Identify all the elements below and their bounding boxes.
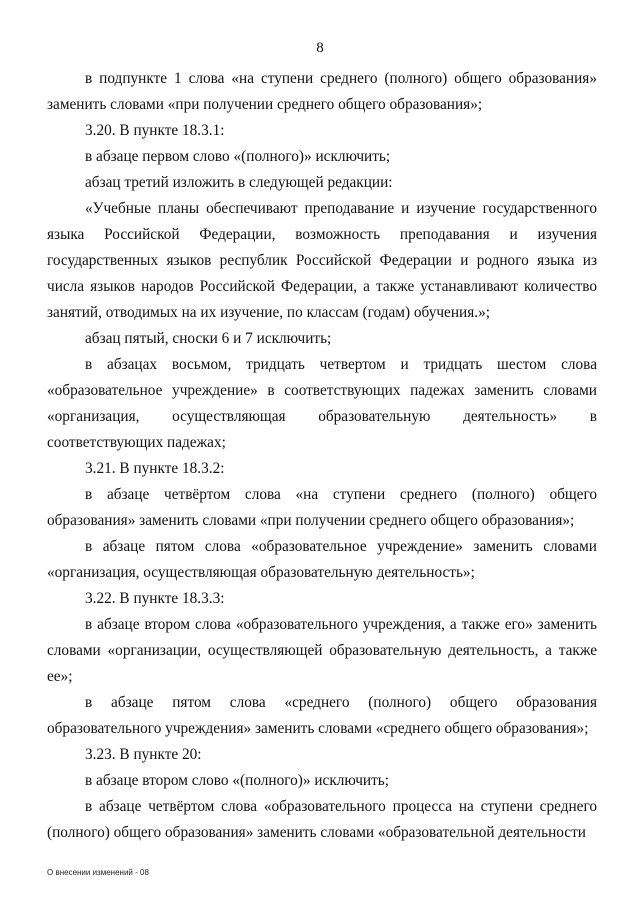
page-number: 8 — [316, 40, 324, 56]
footer-document-id: О внесении изменений - 08 — [47, 868, 149, 877]
paragraph-8: 3.21. В пункте 18.3.2: — [85, 460, 225, 477]
paragraph-6: абзац пятый, сноски 6 и 7 исключить; — [85, 330, 332, 347]
paragraph-10: в абзаце пятом слова «образовательное учреждение» заменить словами «организация, осуществляющая образовательную деятельность»; — [47, 538, 597, 581]
paragraph-15: в абзаце втором слово «(полного)» исключить; — [85, 772, 390, 789]
document-body — [47, 66, 597, 846]
paragraph-9: в абзаце четвёртом слова «на ступени среднего (полного) общего образования» заменить словами «при получении среднего общего образования»; — [47, 486, 597, 529]
paragraph-13: в абзаце пятом слова «среднего (полного) общего образования образовательного учреждения» заменить словами «среднего общего образования»; — [47, 694, 597, 737]
paragraph-11: 3.22. В пункте 18.3.3: — [85, 590, 225, 607]
paragraph-14: 3.23. В пункте 20: — [85, 746, 202, 763]
paragraph-2: 3.20. В пункте 18.3.1: — [85, 122, 225, 139]
paragraph-1: в подпункте 1 слова «на ступени среднего (полного) общего образования» заменить словами «при получении среднего общего образования»; — [47, 70, 597, 113]
paragraph-3: в абзаце первом слово «(полного)» исключить; — [85, 148, 391, 165]
paragraph-12: в абзаце втором слова «образовательного учреждения, а также его» заменить словами «организации, осуществляющей образовательную деятельность, а также ее»; — [47, 616, 597, 685]
paragraph-16: в абзаце четвёртом слова «образовательного процесса на ступени среднего (полного) общего образования» заменить словами «образовательной деятельности — [47, 798, 597, 841]
paragraph-4: абзац третий изложить в следующей редакции: — [85, 174, 393, 191]
paragraph-7: в абзацах восьмом, тридцать четвертом и тридцать шестом слова «образовательное учреждение» в соответствующих падежах заменить словами «организация, осуществляющая образовательную деятельность» в соответствующих падежах; — [47, 356, 597, 451]
paragraph-5: «Учебные планы обеспечивают преподавание и изучение государственного языка Российской Федерации, возможность преподавания и изучения государственных языков республик Российской Федерации и родного языка из числа языков народов Российской Федерации, а также устанавливают количество занятий, отводимых на их изучение, по классам (годам) обучения.»; — [47, 200, 597, 321]
